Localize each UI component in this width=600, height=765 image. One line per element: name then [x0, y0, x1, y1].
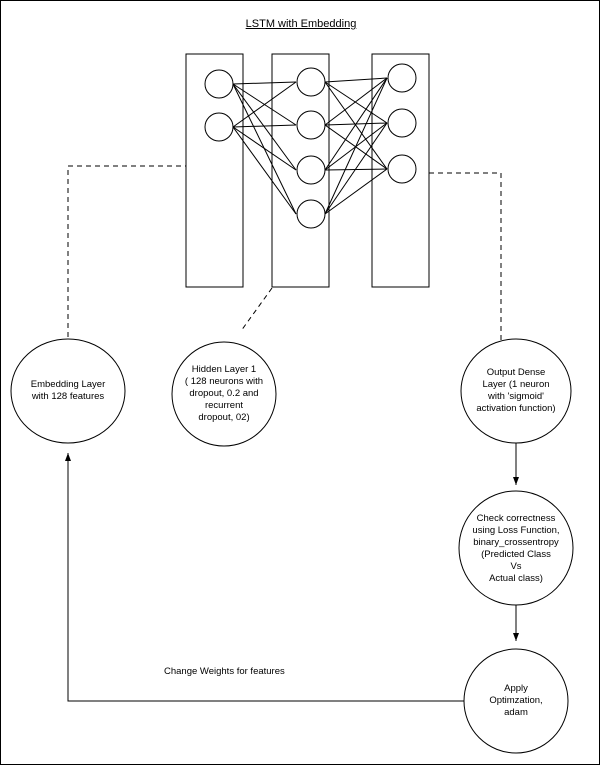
- neuron: [205, 113, 233, 141]
- neuron: [388, 64, 416, 92]
- embedding-layer-label: Embedding Layer with 128 features: [30, 379, 106, 402]
- neuron: [297, 68, 325, 96]
- arrow-optimizer-to-embedding: [68, 453, 464, 701]
- neuron: [388, 155, 416, 183]
- output-dense-layer-label: Output Dense Layer (1 neuron with 'sigmoid' activation function): [476, 367, 556, 414]
- hidden-layer-label: Hidden Layer 1 ( 128 neurons with dropout, 0.2 and recurrent dropout, 02): [184, 364, 264, 423]
- page-title: LSTM with Embedding: [245, 18, 357, 30]
- neuron: [297, 200, 325, 228]
- loss-function-label: Check correctness using Loss Function, binary_crossentropy (Predicted Class Vs Actual class): [472, 513, 560, 584]
- optimizer-node: [464, 649, 568, 753]
- neuron: [297, 111, 325, 139]
- output-dense-layer-node: [461, 339, 571, 443]
- feedback-edge-label: Change Weights for features: [164, 666, 285, 677]
- embedding-layer-node: [11, 339, 125, 443]
- diagram-graphics: [1, 1, 600, 765]
- hidden-layer-node: [172, 342, 276, 446]
- neuron: [388, 109, 416, 137]
- network-group: [186, 54, 429, 287]
- neuron: [297, 156, 325, 184]
- loss-function-node: [459, 491, 573, 605]
- optimizer-label: Apply Optimzation, adam: [489, 683, 543, 718]
- neuron: [205, 70, 233, 98]
